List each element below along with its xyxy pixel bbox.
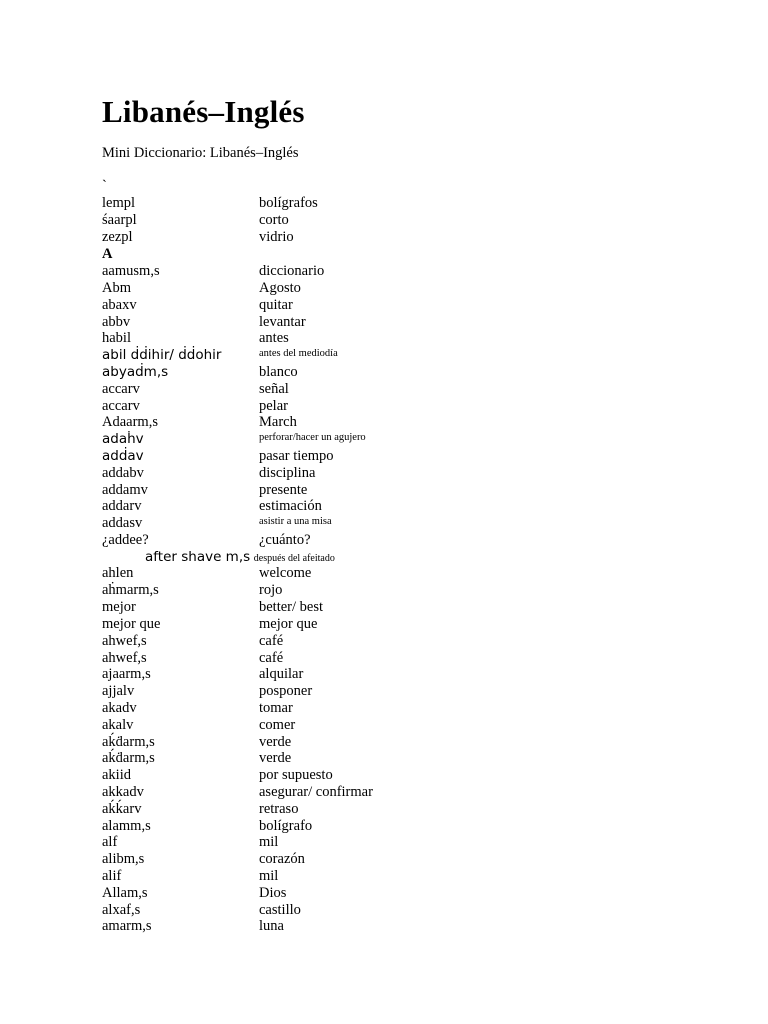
page-title: Libanés–Inglés [102, 94, 305, 129]
dictionary-entry [0, 364, 768, 381]
dictionary-entry [0, 465, 768, 482]
entry-term: adaḣv [102, 431, 144, 447]
entry-term: adḋav [102, 448, 144, 464]
entry-translation: antes del mediodía [259, 348, 338, 359]
entry-term: addamv [102, 482, 148, 498]
entry-translation: mejor que [259, 616, 318, 632]
page-subtitle: Mini Diccionario: Libanés–Inglés [102, 145, 299, 161]
dictionary-entry [0, 902, 768, 919]
entry-translation: verde [259, 734, 292, 750]
dictionary-entry [0, 280, 768, 297]
entry-term: abaxv [102, 297, 137, 313]
entry-translation: luna [259, 918, 284, 934]
dictionary-entry [0, 784, 768, 801]
entry-term: Adaarm,s [102, 414, 158, 430]
entry-term: abbv [102, 314, 131, 330]
entry-translation: bolígrafo [259, 818, 313, 834]
dictionary-entry [0, 650, 768, 667]
dictionary-entry [0, 818, 768, 835]
entry-translation: diccionario [259, 263, 325, 279]
entry-term: addabv [102, 465, 144, 481]
entry-translation: asegurar/ confirmar [259, 784, 373, 800]
entry-translation: por supuesto [259, 767, 333, 783]
entry-term: addasv [102, 515, 143, 531]
dictionary-entry [0, 431, 768, 448]
section-letter: A [102, 246, 113, 262]
entry-term: aamusm,s [102, 263, 160, 279]
dictionary-entry [0, 381, 768, 398]
entry-term: amarm,s [102, 918, 152, 934]
dictionary-entry [0, 616, 768, 633]
dictionary-entry [0, 212, 768, 229]
dictionary-entry [0, 582, 768, 599]
dictionary-entry [0, 498, 768, 515]
entry-term: Allam,s [102, 885, 148, 901]
entry-translation: corazón [259, 851, 305, 867]
entry-translation: Dios [259, 885, 287, 901]
entry-term: alamm,s [102, 818, 151, 834]
entry-term: ajjalv [102, 683, 135, 699]
entry-translation: posponer [259, 683, 313, 699]
dictionary-entry [0, 734, 768, 751]
entry-term: mejor que [102, 616, 161, 632]
entry-term: habil [102, 330, 131, 346]
entry-translation: asistir a una misa [259, 516, 332, 527]
entry-term: ajaarm,s [102, 666, 151, 682]
dictionary-entry [0, 767, 768, 784]
entry-translation: comer [259, 717, 296, 733]
dictionary-entry [0, 178, 768, 195]
dictionary-entry [0, 347, 768, 364]
entry-term: lempl [102, 195, 136, 211]
dictionary-entry [0, 599, 768, 616]
dictionary-entry [0, 549, 768, 566]
entry-translation: better/ best [259, 599, 324, 615]
entry-term: aḱḱarv [102, 801, 142, 817]
entry-term: Abm [102, 280, 131, 296]
entry-term: śaarpl [102, 212, 137, 228]
entry-term: alibm,s [102, 851, 145, 867]
entry-translation: después del afeitado [253, 553, 335, 564]
dictionary-entry [0, 414, 768, 431]
entry-term: akalv [102, 717, 134, 733]
dictionary-entry [0, 868, 768, 885]
dictionary-entry [0, 515, 768, 532]
entry-translation: disciplina [259, 465, 316, 481]
entry-term: akadv [102, 700, 137, 716]
dictionary-entry [0, 717, 768, 734]
entry-term: aḣmarm,s [102, 582, 159, 598]
dictionary-entry [0, 297, 768, 314]
entry-translation: verde [259, 750, 292, 766]
entry-translation: rojo [259, 582, 283, 598]
entry-term: ahwef,s [102, 633, 147, 649]
dictionary-entry [0, 851, 768, 868]
dictionary-entry [0, 195, 768, 212]
dictionary-entry [0, 683, 768, 700]
dictionary-entry [0, 229, 768, 246]
entry-term: mejor [102, 599, 136, 615]
dictionary-entry [0, 532, 768, 549]
entry-translation: presente [259, 482, 308, 498]
entry-translation: March [259, 414, 297, 430]
entry-translation: mil [259, 868, 279, 884]
entry-translation: blanco [259, 364, 298, 380]
entry-term: alif [102, 868, 122, 884]
dictionary-entry [0, 263, 768, 280]
entry-translation: retraso [259, 801, 299, 817]
entry-translation: Agosto [259, 280, 301, 296]
entry-term: accarv [102, 398, 140, 414]
entry-term: addarv [102, 498, 142, 514]
entry-term: alxaf,s [102, 902, 141, 918]
dictionary-entry [0, 885, 768, 902]
entry-term: aḱḋarm,s [102, 734, 155, 750]
entry-term: akiid [102, 767, 131, 783]
dictionary-entry [0, 666, 768, 683]
entry-term: ahwef,s [102, 650, 147, 666]
entry-translation: café [259, 633, 284, 649]
entry-term: ahlen [102, 565, 134, 581]
dictionary-entry [0, 700, 768, 717]
entry-term: alf [102, 834, 118, 850]
dictionary-entry [0, 448, 768, 465]
dictionary-entry [0, 482, 768, 499]
entry-translation: perforar/hacer un agujero [259, 432, 366, 443]
entry-term: akkadv [102, 784, 144, 800]
entry-term: aḱḋarm,s [102, 750, 155, 766]
entry-translation: bolígrafos [259, 195, 318, 211]
dictionary-entry [0, 246, 768, 263]
entry-term: after shave m,s [145, 549, 251, 565]
dictionary-entry [0, 918, 768, 935]
entry-term: zezpl [102, 229, 133, 245]
entry-translation: pelar [259, 398, 288, 414]
entry-translation: mil [259, 834, 279, 850]
entry-translation: quitar [259, 297, 293, 313]
entry-term: abil ḋḋihir/ ḋḋohir [102, 347, 222, 363]
dictionary-entry [0, 398, 768, 415]
dictionary-entry [0, 314, 768, 331]
entry-term: abyaḋm,s [102, 364, 169, 380]
entry-term: ¿addee? [102, 532, 149, 548]
dictionary-entry [0, 565, 768, 582]
entry-translation: levantar [259, 314, 306, 330]
entry-translation: castillo [259, 902, 301, 918]
dictionary-entry [0, 801, 768, 818]
entry-translation: vidrio [259, 229, 294, 245]
dictionary-entry [0, 633, 768, 650]
entry-translation: welcome [259, 565, 312, 581]
entry-term: accarv [102, 381, 140, 397]
entry-translation: señal [259, 381, 289, 397]
dictionary-entry [0, 834, 768, 851]
entry-translation: estimación [259, 498, 322, 514]
entry-translation: tomar [259, 700, 293, 716]
entry-translation: alquilar [259, 666, 304, 682]
dictionary-entry [0, 330, 768, 347]
entry-translation: ¿cuánto? [259, 532, 311, 548]
entry-translation: café [259, 650, 284, 666]
dictionary-entry [0, 750, 768, 767]
entry-term: ` [102, 178, 107, 194]
entry-translation: corto [259, 212, 289, 228]
entry-translation: antes [259, 330, 289, 346]
entry-translation: pasar tiempo [259, 448, 334, 464]
